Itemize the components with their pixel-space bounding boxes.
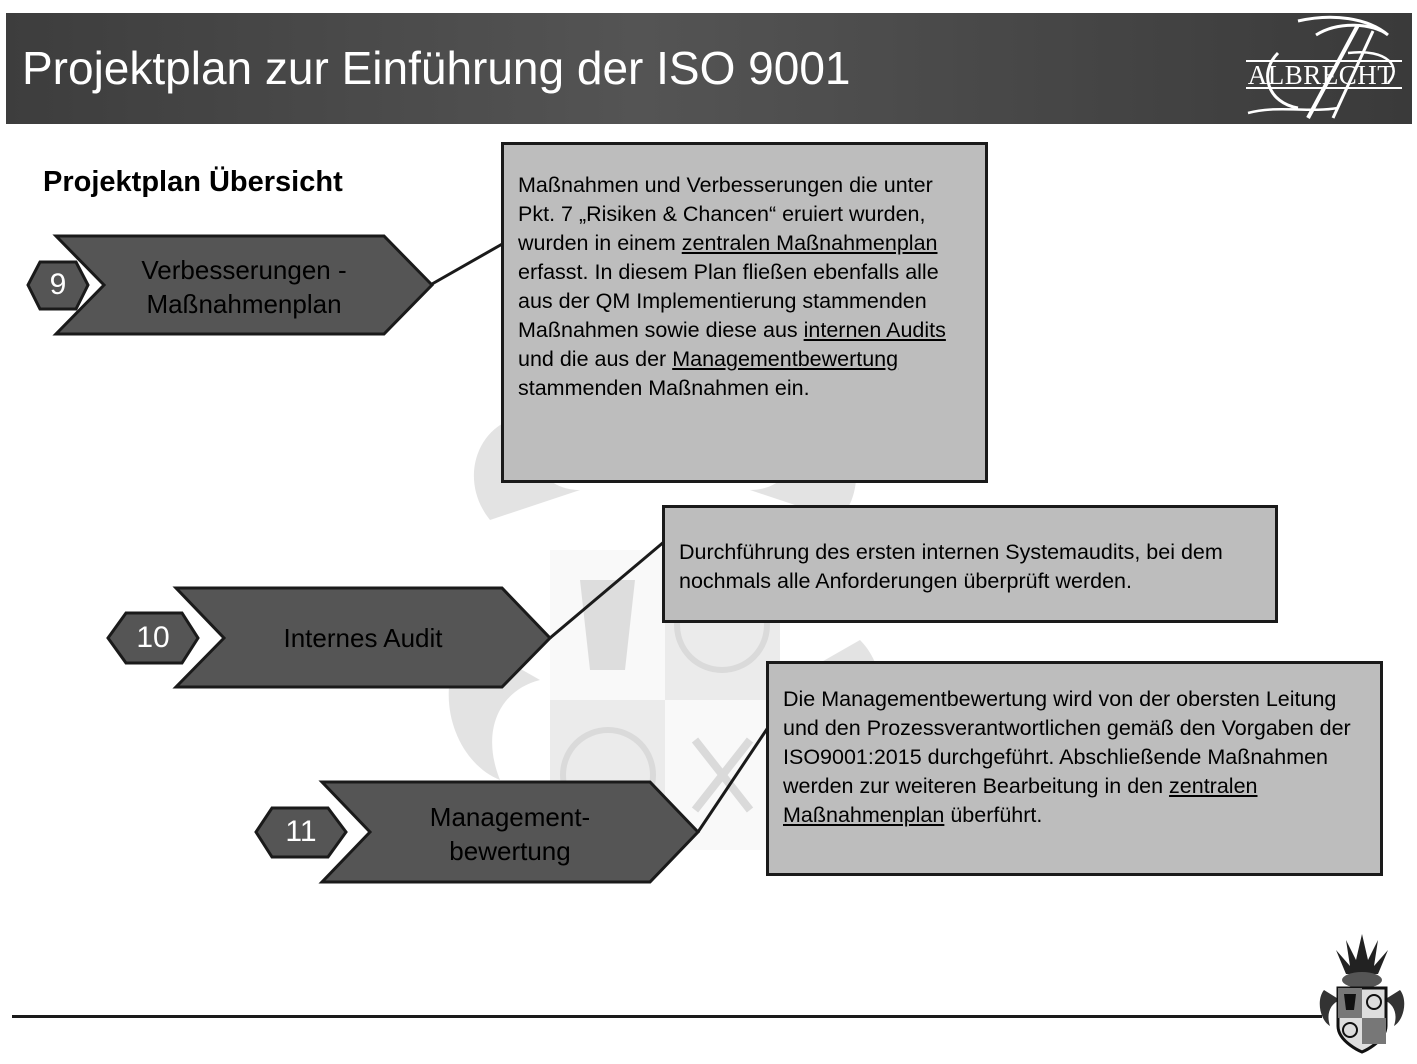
step-11-description-box bbox=[766, 661, 1383, 876]
description-text: erfasst. In diesem Plan fließen ebenfalls alle aus der QM Implementierung stammenden Maßnahmen sowie diese aus bbox=[518, 260, 939, 342]
logo-text: ALBRECHT bbox=[1247, 60, 1395, 90]
description-text: Die Managementbewertung wird von der obersten Leitung und den Prozessverantwortlichen gemäß den Vorgaben der ISO9001:2015 durchgeführt. Abschließende Maßnahmen werden zur weiteren Bearbeitung in den bbox=[783, 687, 1351, 798]
step-10-label-line1: Internes Audit bbox=[283, 623, 443, 653]
underlined-term: zentralen Maßnahmenplan bbox=[783, 774, 1258, 827]
section-subtitle: Projektplan Übersicht bbox=[43, 166, 343, 198]
step-10-number: 10 bbox=[136, 621, 170, 654]
description-text: Maßnahmen und Verbesserungen die unter Pkt. 7 „Risiken & Chancen“ eruiert wurden, wurden in einem bbox=[518, 173, 933, 255]
step-11-label bbox=[370, 800, 650, 868]
page-title: Projektplan zur Einführung der ISO 9001 bbox=[22, 42, 851, 94]
underlined-term: internen Audits bbox=[803, 318, 946, 342]
step-10-label bbox=[224, 621, 502, 655]
connector-line-10 bbox=[550, 541, 665, 638]
underlined-term: zentralen Maßnahmenplan bbox=[681, 231, 938, 255]
step-11-label-line2: bewertung bbox=[449, 836, 571, 866]
step-9-description-box bbox=[501, 142, 988, 483]
step-9-label-line1: Verbesserungen - bbox=[141, 255, 347, 285]
step-9-label bbox=[104, 253, 384, 321]
step-11-label-line1: Management- bbox=[429, 802, 591, 832]
step-9-number: 9 bbox=[49, 268, 67, 301]
description-text: überführt. bbox=[944, 803, 1043, 827]
description-text: und die aus der bbox=[518, 347, 673, 371]
connector-line-11 bbox=[698, 726, 769, 832]
underlined-term: Managementbewertung bbox=[672, 347, 899, 371]
step-10-description-box bbox=[662, 505, 1278, 623]
connector-line-9 bbox=[432, 243, 504, 284]
step-9-label-line2: Maßnahmenplan bbox=[146, 289, 342, 319]
footer-coat-of-arms-icon bbox=[1316, 930, 1408, 1058]
step-11-number: 11 bbox=[285, 815, 317, 848]
footer-divider bbox=[12, 1015, 1322, 1018]
description-text: stammenden Maßnahmen ein. bbox=[518, 376, 810, 400]
description-text: Durchführung des ersten internen Systemaudits, bei dem nochmals alle Anforderungen überprüft werden. bbox=[679, 540, 1223, 593]
